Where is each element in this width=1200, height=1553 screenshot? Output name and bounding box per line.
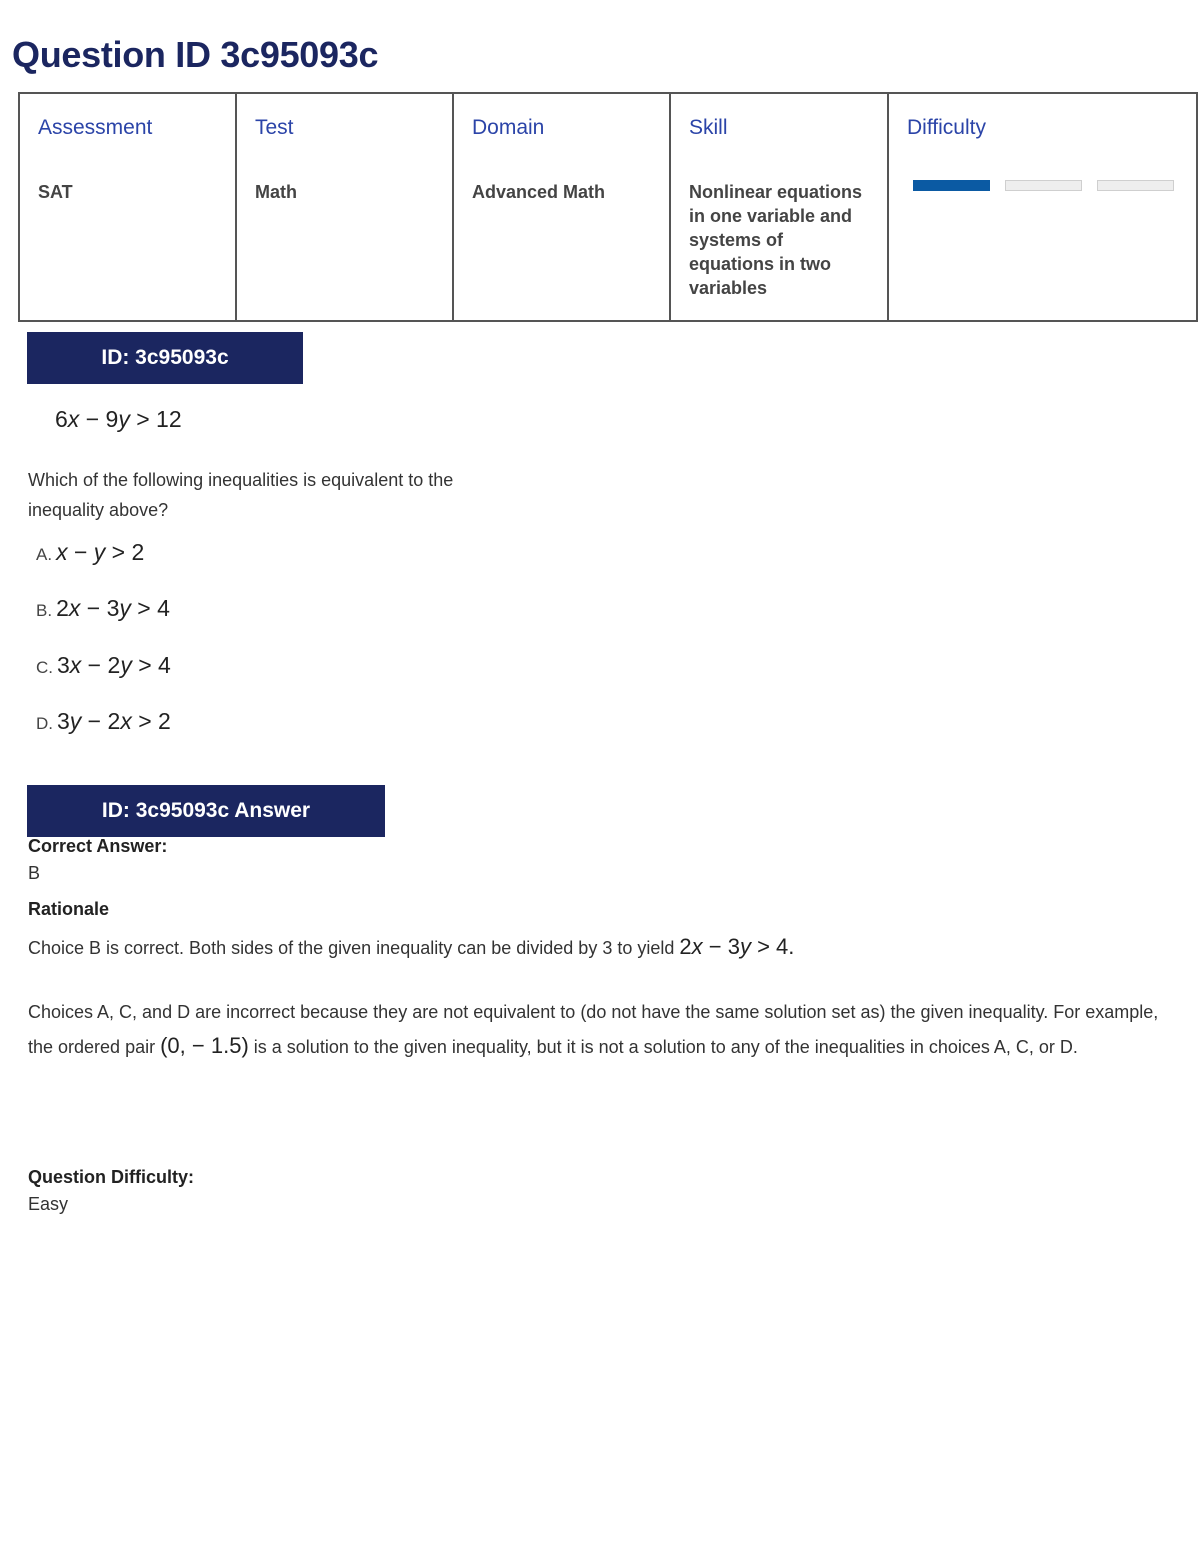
skill-header: Skill bbox=[689, 116, 728, 139]
choice-b[interactable] bbox=[36, 595, 170, 622]
meta-header-cell bbox=[670, 93, 888, 164]
domain-value: Advanced Math bbox=[472, 182, 606, 202]
meta-value-cell bbox=[888, 164, 1197, 321]
rationale-paragraph-1 bbox=[28, 934, 1168, 960]
choice-letter: B. bbox=[36, 601, 53, 620]
question-difficulty-value: Easy bbox=[28, 1194, 69, 1214]
difficulty-bar-filled bbox=[913, 180, 990, 191]
rationale-math: 2x − 3y > 4. bbox=[679, 934, 795, 959]
test-header: Test bbox=[255, 116, 294, 139]
meta-value-cell bbox=[453, 164, 670, 321]
choice-letter: A. bbox=[36, 545, 53, 564]
choice-math: 3y − 2x > 2 bbox=[57, 708, 171, 734]
rationale-text: Choice B is correct. Both sides of the given inequality can be divided by 3 to yield bbox=[28, 938, 675, 958]
meta-value-cell bbox=[670, 164, 888, 321]
meta-header-cell bbox=[888, 93, 1197, 164]
question-id-banner: ID: 3c95093c bbox=[27, 332, 303, 384]
assessment-header: Assessment bbox=[38, 116, 153, 139]
question-text: Which of the following inequalities is equivalent to the inequality above? bbox=[28, 470, 454, 520]
choice-a[interactable] bbox=[36, 539, 144, 566]
assessment-value: SAT bbox=[38, 182, 73, 202]
meta-header-cell bbox=[453, 93, 670, 164]
skill-value: Nonlinear equations in one variable and systems of equations in two variables bbox=[689, 182, 863, 298]
coef-b: 9 bbox=[105, 406, 119, 432]
meta-header-cell bbox=[236, 93, 453, 164]
ordered-pair: (0, − 1.5) bbox=[160, 1033, 249, 1058]
meta-header-cell bbox=[19, 93, 236, 164]
question-meta-table bbox=[18, 92, 1198, 322]
minus-sign: − bbox=[85, 406, 100, 432]
page-title: Question ID 3c95093c bbox=[12, 34, 379, 75]
difficulty-bar-empty bbox=[1097, 180, 1174, 191]
meta-value-cell bbox=[19, 164, 236, 321]
rationale-label: Rationale bbox=[28, 899, 110, 919]
question-difficulty-label: Question Difficulty: bbox=[28, 1167, 194, 1187]
rationale-text: Choices A, C, and D are incorrect because they are not equivalent to (do not have the same solution set as) the given inequality. For example, the ordered pair bbox=[28, 1002, 1159, 1057]
choice-c[interactable] bbox=[36, 652, 171, 679]
greater-than-sign: > bbox=[136, 406, 150, 432]
choice-letter: D. bbox=[36, 714, 53, 733]
correct-answer-value: B bbox=[28, 863, 41, 883]
choice-letter: C. bbox=[36, 658, 53, 677]
domain-header: Domain bbox=[472, 116, 545, 139]
stem-equation bbox=[55, 406, 182, 433]
choice-math: 3x − 2y > 4 bbox=[57, 652, 171, 678]
meta-value-cell bbox=[236, 164, 453, 321]
difficulty-header: Difficulty bbox=[907, 116, 986, 139]
rhs-value: 12 bbox=[156, 406, 182, 432]
rationale-paragraph-2 bbox=[28, 995, 1168, 1064]
correct-answer-label: Correct Answer: bbox=[28, 836, 168, 856]
var-x: x bbox=[67, 406, 80, 432]
difficulty-bar-empty bbox=[1005, 180, 1082, 191]
test-value: Math bbox=[255, 182, 297, 202]
var-y: y bbox=[118, 406, 130, 432]
answer-banner: ID: 3c95093c Answer bbox=[27, 785, 385, 837]
rationale-text: is a solution to the given inequality, but it is not a solution to any of the inequalities in choices A, C, or D. bbox=[253, 1037, 1078, 1057]
choice-d[interactable] bbox=[36, 708, 171, 735]
choice-math: x − y > 2 bbox=[56, 539, 145, 565]
coef-a: 6 bbox=[55, 406, 68, 432]
choice-math: 2x − 3y > 4 bbox=[56, 595, 170, 621]
difficulty-bars bbox=[913, 164, 1182, 191]
